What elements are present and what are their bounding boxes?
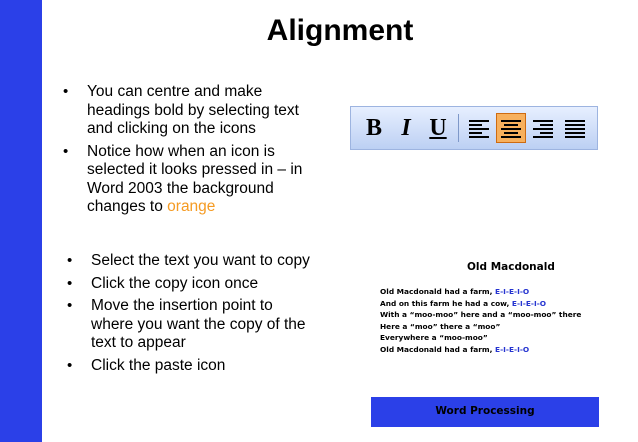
bullet-item — [67, 297, 317, 353]
bottom-bullet-list — [67, 252, 317, 379]
eieio-text: E-I-E-I-O — [495, 287, 530, 296]
align-center-icon — [500, 118, 522, 138]
song-title: Old Macdonald — [467, 261, 555, 273]
bullet-item — [67, 275, 317, 294]
song-line-text: Old Macdonald had a farm, — [380, 344, 496, 354]
top-bullet-list — [63, 83, 303, 221]
bullet-item — [67, 252, 317, 271]
align-right-button[interactable] — [528, 113, 558, 143]
bullet-text: Move the insertion point to where you want the copy of the text to appear — [91, 297, 306, 351]
justify-button[interactable] — [560, 113, 590, 143]
bullet-item — [63, 83, 303, 139]
song-line-text: With a “moo-moo” here and a “moo-moo” there — [380, 310, 582, 319]
song-line — [380, 345, 581, 357]
eieio-text: E-I-E-I-O — [511, 298, 547, 308]
song-line-text: Everywhere a “moo-moo” — [380, 333, 488, 342]
bullet-text: Click the paste icon — [91, 356, 226, 374]
align-left-icon — [468, 118, 490, 138]
song-line-text: Old Macdonald had a farm, — [380, 287, 496, 296]
bullet-item — [63, 143, 303, 217]
song-line — [380, 310, 581, 322]
align-right-icon — [532, 118, 554, 138]
song-line — [380, 333, 581, 345]
orange-highlight-word: orange — [167, 198, 216, 215]
slide-title: Alignment — [266, 14, 414, 47]
footer-label: Word Processing — [435, 405, 535, 417]
italic-icon: I — [401, 114, 411, 141]
song-text-box — [371, 250, 594, 373]
song-line-text: Here a “moo” there a “moo” — [380, 321, 501, 331]
underline-icon: U — [429, 114, 447, 141]
bullet-text: Notice how when an icon is selected it looks pressed in – in Word 2003 the background changes to — [87, 142, 303, 215]
bold-icon: B — [365, 114, 382, 141]
toolbar-separator — [458, 114, 459, 142]
align-center-button[interactable] — [496, 113, 526, 143]
song-line — [380, 299, 581, 311]
song-line-text: And on this farm he had a cow, — [380, 298, 512, 308]
italic-button[interactable] — [391, 113, 421, 143]
song-line — [380, 287, 581, 299]
bullet-text: Click the copy icon once — [91, 274, 259, 292]
bullet-text: You can centre and make headings bold by selecting text and clicking on the icons — [87, 83, 299, 137]
justify-icon — [564, 118, 586, 138]
song-lines — [380, 287, 581, 356]
bold-button[interactable] — [359, 113, 389, 143]
eieio-text: E-I-E-I-O — [495, 344, 530, 354]
bullet-text: Select the text you want to copy — [91, 252, 310, 269]
align-left-button[interactable] — [464, 113, 494, 143]
formatting-toolbar — [350, 106, 598, 150]
underline-button[interactable] — [423, 113, 453, 143]
footer-bar — [371, 397, 599, 427]
left-sidebar-bar — [0, 0, 42, 442]
bullet-item — [67, 357, 317, 376]
song-line — [380, 322, 581, 334]
